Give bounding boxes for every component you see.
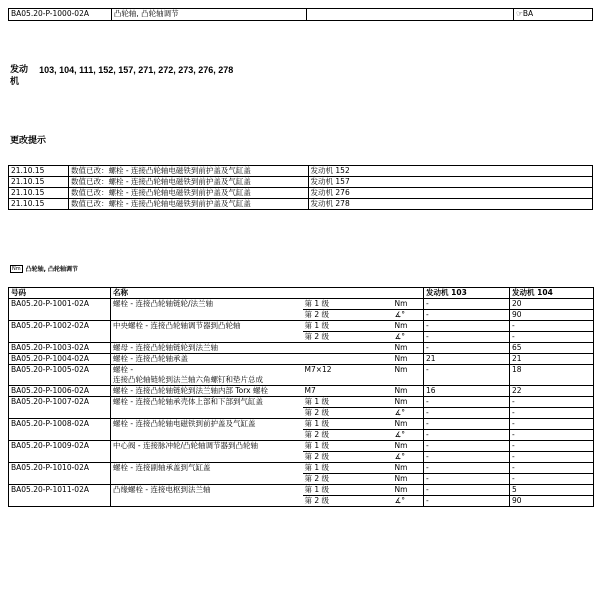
table-row bbox=[9, 386, 594, 397]
part-name bbox=[111, 343, 303, 354]
part-number: BA05.20-P-1004-02A bbox=[9, 354, 111, 365]
value-engine-103: - bbox=[424, 343, 510, 354]
value-engine-104: 65 bbox=[510, 343, 594, 354]
unit-nm: Nm bbox=[393, 354, 424, 365]
value-engine-104: 90 bbox=[510, 496, 594, 507]
unit-nm: Nm bbox=[393, 441, 424, 452]
stage bbox=[303, 354, 393, 365]
section-title-text: 凸轮轴, 凸轮轴调节 bbox=[25, 266, 78, 273]
value-engine-103: - bbox=[424, 496, 510, 507]
unit-angle: ∡° bbox=[393, 430, 424, 441]
table-row bbox=[9, 354, 594, 365]
unit-nm: Nm bbox=[393, 397, 424, 408]
stage: 第 1 级 bbox=[303, 419, 393, 430]
value-engine-103: - bbox=[424, 430, 510, 441]
value-engine-103: 21 bbox=[424, 354, 510, 365]
part-name-text: 螺栓 - 连接凸轮轴承盖 bbox=[113, 354, 188, 363]
unit-nm: Nm bbox=[393, 343, 424, 354]
unit-angle: ∡° bbox=[393, 452, 424, 463]
stage: 第 1 级 bbox=[303, 485, 393, 496]
change-note-date: 21.10.15 bbox=[9, 166, 69, 177]
value-engine-104: - bbox=[510, 463, 594, 474]
stage: 第 2 级 bbox=[303, 332, 393, 343]
document-header bbox=[8, 8, 593, 21]
part-name bbox=[111, 386, 303, 397]
stage: 第 2 级 bbox=[303, 408, 393, 419]
change-note-engine: 发动机 276 bbox=[308, 188, 592, 199]
header-name: 名称 bbox=[111, 288, 424, 299]
value-engine-103: - bbox=[424, 332, 510, 343]
part-name bbox=[111, 299, 303, 321]
stage: M7×12 bbox=[303, 365, 393, 386]
header-engine-103: 发动机 103 bbox=[424, 288, 510, 299]
table-header-row bbox=[9, 288, 594, 299]
change-notes-heading: 更改提示 bbox=[10, 136, 47, 146]
value-engine-103: - bbox=[424, 441, 510, 452]
engine-title bbox=[10, 64, 233, 88]
change-note-engine: 发动机 157 bbox=[308, 177, 592, 188]
value-engine-104: - bbox=[510, 452, 594, 463]
table-row bbox=[9, 441, 594, 452]
part-number: BA05.20-P-1007-02A bbox=[9, 397, 111, 419]
unit-angle: ∡° bbox=[393, 310, 424, 321]
engine-label: 发动机 bbox=[10, 65, 29, 87]
unit-nm: Nm bbox=[393, 299, 424, 310]
change-note-engine: 发动机 152 bbox=[308, 166, 592, 177]
value-engine-104: 18 bbox=[510, 365, 594, 386]
unit-nm: Nm bbox=[393, 321, 424, 332]
stage: 第 2 级 bbox=[303, 474, 393, 485]
unit-nm: Nm bbox=[393, 474, 424, 485]
part-name-text: 中央螺栓 - 连接凸轮轴调节器到凸轮轴 bbox=[113, 321, 241, 330]
part-number: BA05.20-P-1002-02A bbox=[9, 321, 111, 343]
part-number: BA05.20-P-1001-02A bbox=[9, 299, 111, 321]
unit-angle: ∡° bbox=[393, 332, 424, 343]
part-name-text: 螺栓 - 连接副轴承盖到气缸盖 bbox=[113, 463, 211, 472]
value-engine-103: - bbox=[424, 474, 510, 485]
part-number: BA05.20-P-1009-02A bbox=[9, 441, 111, 463]
stage: 第 1 级 bbox=[303, 299, 393, 310]
value-engine-104: - bbox=[510, 332, 594, 343]
table-row bbox=[9, 419, 594, 430]
part-number: BA05.20-P-1011-02A bbox=[9, 485, 111, 507]
doc-ref-link[interactable]: ☞BA bbox=[514, 9, 593, 21]
stage bbox=[303, 343, 393, 354]
unit-angle: ∡° bbox=[393, 408, 424, 419]
value-engine-104: 5 bbox=[510, 485, 594, 496]
part-name-text: 螺母 - 连接凸轮轴链轮到法兰轴 bbox=[113, 343, 218, 352]
unit-nm: Nm bbox=[393, 463, 424, 474]
table-row bbox=[9, 299, 594, 310]
stage: 第 1 级 bbox=[303, 463, 393, 474]
unit-nm: Nm bbox=[393, 485, 424, 496]
table-row bbox=[9, 485, 594, 496]
part-number: BA05.20-P-1003-02A bbox=[9, 343, 111, 354]
change-note-engine: 发动机 278 bbox=[308, 199, 592, 210]
value-engine-104: - bbox=[510, 397, 594, 408]
stage: 第 1 级 bbox=[303, 321, 393, 332]
stage: 第 2 级 bbox=[303, 430, 393, 441]
part-name bbox=[111, 485, 303, 507]
part-name-text: 凸缘螺栓 - 连接电枢到法兰轴 bbox=[113, 485, 211, 494]
value-engine-104: - bbox=[510, 408, 594, 419]
header-number: 号码 bbox=[9, 288, 111, 299]
part-name bbox=[111, 321, 303, 343]
doc-title: 凸轮轴, 凸轮轴调节 bbox=[111, 9, 306, 21]
change-note-date: 21.10.15 bbox=[9, 188, 69, 199]
value-engine-103: - bbox=[424, 321, 510, 332]
value-engine-103: - bbox=[424, 463, 510, 474]
torque-nm-icon: Nm bbox=[12, 265, 21, 272]
change-note-text: 数值已改：螺栓 - 连接凸轮轴电磁铁到前护盖及气缸盖 bbox=[68, 177, 308, 188]
part-name bbox=[111, 419, 303, 441]
header-empty-cell bbox=[306, 9, 514, 21]
part-name-text: 螺栓 - 连接凸轮轴承壳体上部和下部到气缸盖 bbox=[113, 397, 263, 406]
change-note-row bbox=[9, 199, 593, 210]
value-engine-103: - bbox=[424, 310, 510, 321]
part-number: BA05.20-P-1010-02A bbox=[9, 463, 111, 485]
stage: 第 2 级 bbox=[303, 310, 393, 321]
part-name-text-line2: 连接凸轮轴链轮到法兰轴六角螺钉和垫片总成 bbox=[113, 375, 263, 384]
stage: M7 bbox=[303, 386, 393, 397]
stage: 第 1 级 bbox=[303, 441, 393, 452]
stage: 第 2 级 bbox=[303, 496, 393, 507]
value-engine-104: - bbox=[510, 430, 594, 441]
value-engine-103: - bbox=[424, 419, 510, 430]
table-row bbox=[9, 321, 594, 332]
table-row bbox=[9, 463, 594, 474]
part-number: BA05.20-P-1006-02A bbox=[9, 386, 111, 397]
unit-angle: ∡° bbox=[393, 496, 424, 507]
value-engine-104: - bbox=[510, 441, 594, 452]
torque-table bbox=[8, 287, 594, 507]
unit-nm: Nm bbox=[393, 386, 424, 397]
doc-id: BA05.20-P-1000-02A bbox=[9, 9, 112, 21]
value-engine-104: - bbox=[510, 419, 594, 430]
part-name bbox=[111, 365, 303, 386]
unit-nm: Nm bbox=[393, 365, 424, 386]
part-number: BA05.20-P-1008-02A bbox=[9, 419, 111, 441]
value-engine-104: 90 bbox=[510, 310, 594, 321]
part-name bbox=[111, 397, 303, 419]
part-name bbox=[111, 441, 303, 463]
value-engine-104: 22 bbox=[510, 386, 594, 397]
table-row bbox=[9, 343, 594, 354]
value-engine-104: 20 bbox=[510, 299, 594, 310]
section-title bbox=[10, 264, 78, 273]
table-row bbox=[9, 397, 594, 408]
value-engine-104: - bbox=[510, 321, 594, 332]
header-engine-104: 发动机 104 bbox=[510, 288, 594, 299]
stage: 第 1 级 bbox=[303, 397, 393, 408]
engine-list: 103, 104, 111, 152, 157, 271, 272, 273, 276, 278 bbox=[39, 65, 234, 75]
change-note-row bbox=[9, 188, 593, 199]
value-engine-104: - bbox=[510, 474, 594, 485]
value-engine-104: 21 bbox=[510, 354, 594, 365]
part-name bbox=[111, 354, 303, 365]
value-engine-103: - bbox=[424, 397, 510, 408]
part-name-text: 中心阀 - 连接脉冲轮/凸轮轴调节器到凸轮轴 bbox=[113, 441, 259, 450]
value-engine-103: - bbox=[424, 408, 510, 419]
value-engine-103: - bbox=[424, 299, 510, 310]
value-engine-103: - bbox=[424, 485, 510, 496]
change-note-text: 数值已改：螺栓 - 连接凸轮轴电磁铁到前护盖及气缸盖 bbox=[68, 199, 308, 210]
table-row bbox=[9, 365, 594, 386]
part-number: BA05.20-P-1005-02A bbox=[9, 365, 111, 386]
part-name-text: 螺栓 - 连接凸轮轴电磁铁到前护盖及气缸盖 bbox=[113, 419, 256, 428]
change-note-text: 数值已改：螺栓 - 连接凸轮轴电磁铁到前护盖及气缸盖 bbox=[68, 188, 308, 199]
unit-nm: Nm bbox=[393, 419, 424, 430]
change-notes-table bbox=[8, 165, 593, 210]
value-engine-103: - bbox=[424, 365, 510, 386]
value-engine-103: 16 bbox=[424, 386, 510, 397]
stage: 第 2 级 bbox=[303, 452, 393, 463]
part-name-text: 螺栓 - bbox=[113, 365, 134, 374]
change-note-date: 21.10.15 bbox=[9, 177, 69, 188]
change-note-row bbox=[9, 166, 593, 177]
part-name-text: 螺栓 - 连接凸轮轴链轮到法兰轴内部 Torx 螺栓 bbox=[113, 386, 268, 395]
part-name-text: 螺栓 - 连接凸轮轴链轮/法兰轴 bbox=[113, 299, 214, 308]
change-note-text: 数值已改：螺栓 - 连接凸轮轴电磁铁到前护盖及气缸盖 bbox=[68, 166, 308, 177]
part-name bbox=[111, 463, 303, 485]
change-note-row bbox=[9, 177, 593, 188]
change-note-date: 21.10.15 bbox=[9, 199, 69, 210]
value-engine-103: - bbox=[424, 452, 510, 463]
